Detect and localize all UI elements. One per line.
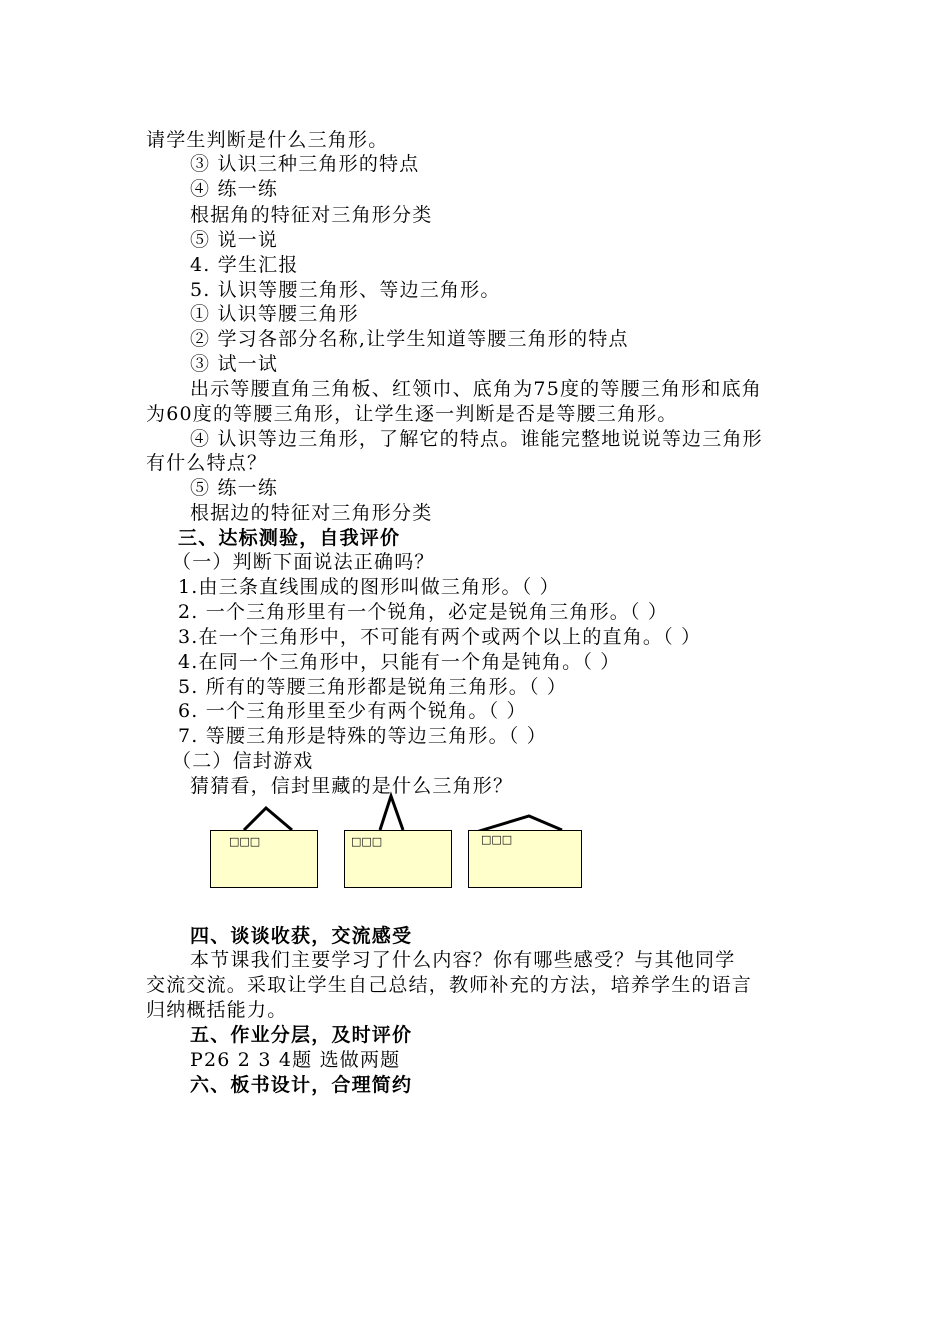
text-line: 5. 认识等腰三角形、等边三角形。 [190,279,501,301]
text-line: 出示等腰直角三角板、红领巾、底角为75度的等腰三角形和底角 [190,378,762,400]
text-line: ① 认识等腰三角形 [190,303,359,325]
text-line: ② 学习各部分名称,让学生知道等腰三角形的特点 [190,328,629,350]
text-line: 猜猜看，信封里藏的是什么三角形？ [190,775,514,797]
text-line: 交流交流。采取让学生自己总结，教师补充的方法，培养学生的语言 [146,974,753,996]
envelope-stamp: □□□ [481,833,513,846]
text-line: 4. 学生汇报 [190,254,299,276]
text-line: 有什么特点？ [146,452,268,474]
question-item: 6. 一个三角形里至少有两个锐角。（ ） [178,700,527,722]
text-line: ⑤ 练一练 [190,477,279,499]
section-heading: 四、谈谈收获，交流感受 [190,925,413,947]
text-line: 归纳概括能力。 [146,999,288,1021]
text-line: ④ 练一练 [190,178,279,200]
text-line: 本节课我们主要学习了什么内容？你有哪些感受？与其他同学 [190,949,736,971]
text-line: 根据边的特征对三角形分类 [190,502,433,524]
text-line: ③ 认识三种三角形的特点 [190,153,420,175]
envelope-1-triangle [244,808,292,830]
envelope-stamp: □□□ [351,835,383,848]
text-line: （一）判断下面说法正确吗？ [172,551,435,573]
text-line: 根据角的特征对三角形分类 [190,204,433,226]
text-line: ③ 试一试 [190,353,279,375]
envelope-1 [210,830,318,888]
envelope-2-triangle [380,796,403,830]
question-item: 2. 一个三角形里有一个锐角，必定是锐角三角形。（ ） [178,601,669,623]
question-item: 7. 等腰三角形是特殊的等边三角形。（ ） [178,725,547,747]
envelope-2 [344,830,452,888]
envelope-3 [468,830,582,888]
section-heading: 三、达标测验，自我评价 [178,527,401,549]
section-heading: 五、作业分层，及时评价 [190,1024,413,1046]
question-item: 4.在同一个三角形中，只能有一个角是钝角。（ ） [178,651,621,673]
envelope-stamp: □□□ [229,835,261,848]
question-item: 5. 所有的等腰三角形都是锐角三角形。（ ） [178,676,568,698]
question-item: 3.在一个三角形中，不可能有两个或两个以上的直角。（ ） [178,626,702,648]
text-line: P26 2 3 4题 选做两题 [190,1049,401,1071]
question-item: 1.由三条直线围成的图形叫做三角形。（ ） [178,576,560,598]
text-line: 请学生判断是什么三角形。 [146,129,389,151]
text-line: （二）信封游戏 [172,750,314,772]
section-heading: 六、板书设计，合理简约 [190,1074,413,1096]
text-line: 为60度的等腰三角形，让学生逐一判断是否是等腰三角形。 [146,403,678,425]
text-line: ⑤ 说一说 [190,229,279,251]
text-line: ④ 认识等边三角形，了解它的特点。谁能完整地说说等边三角形 [190,428,763,450]
